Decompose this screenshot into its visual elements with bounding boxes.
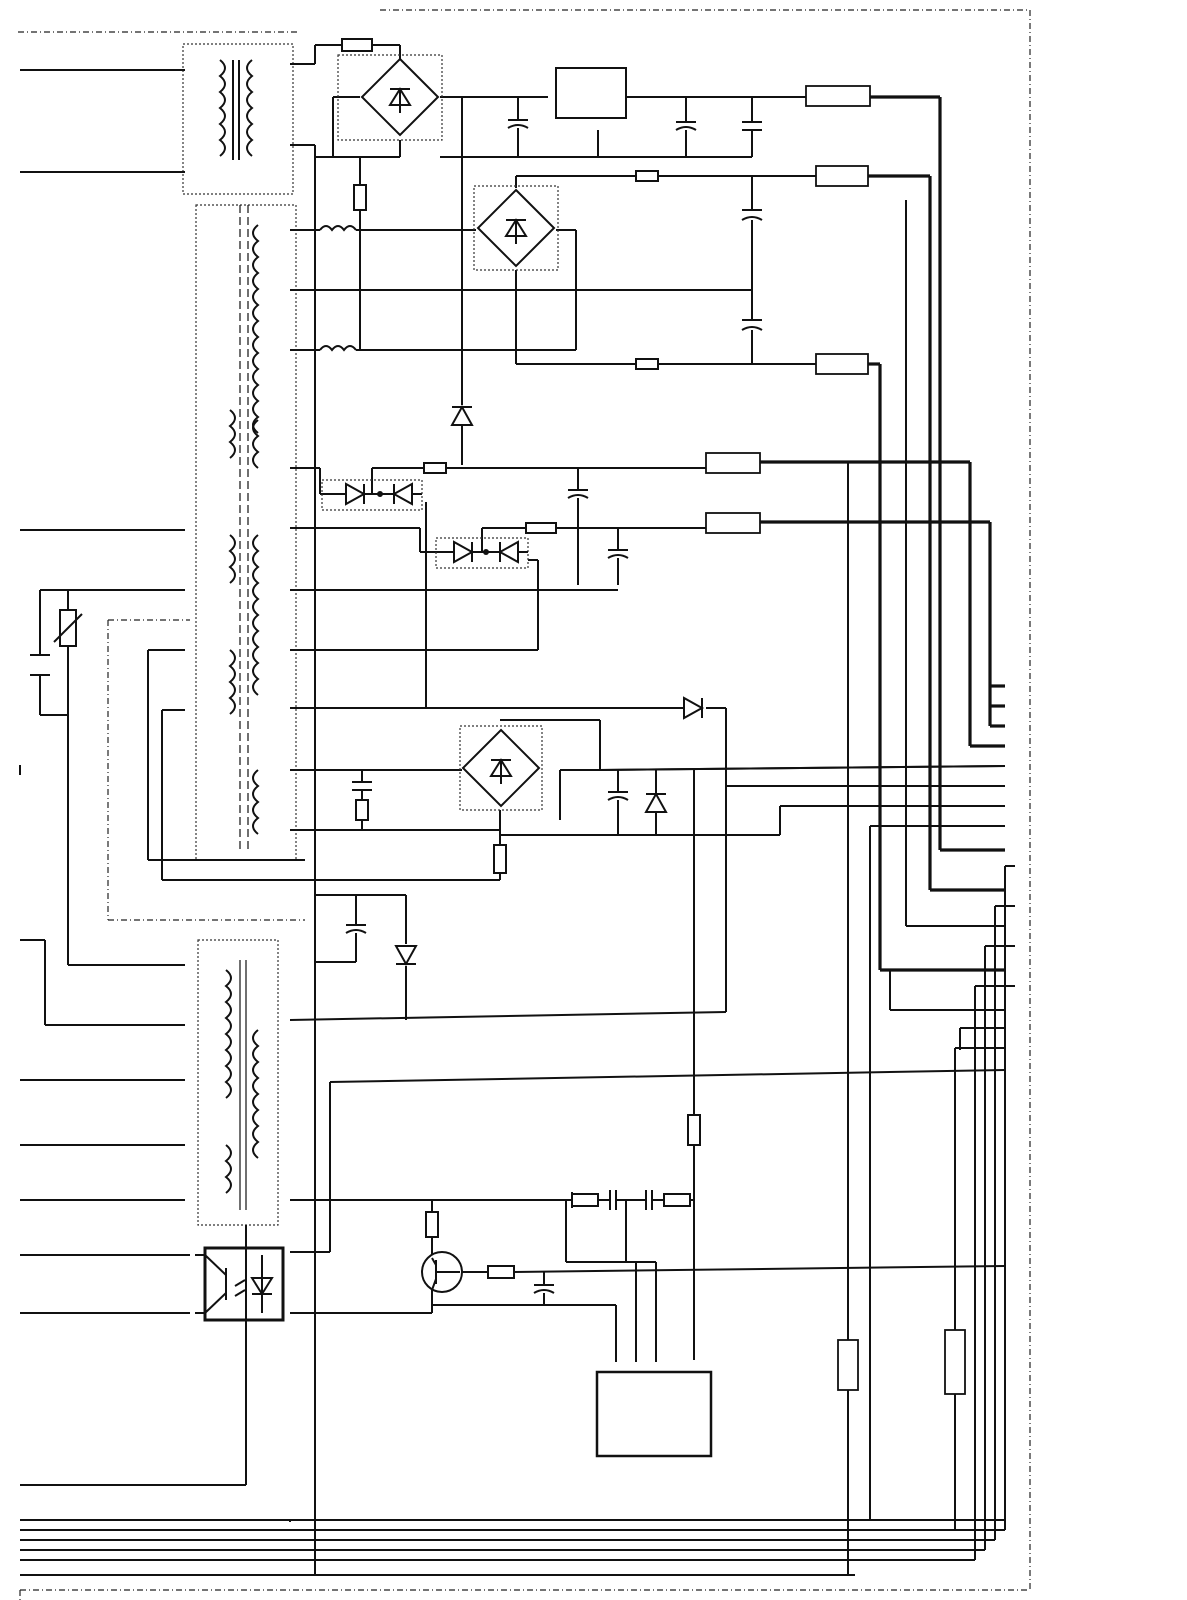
transistor-q605 bbox=[422, 1252, 462, 1292]
resistor-r611 bbox=[354, 185, 366, 210]
bridge-rectifier-d609 bbox=[463, 730, 539, 806]
transformer-t603 bbox=[183, 44, 293, 194]
fuse-ps602 bbox=[636, 359, 658, 369]
power-module-ic601 bbox=[597, 1372, 711, 1456]
regulator-ic603 bbox=[556, 68, 626, 118]
diode-d611 bbox=[672, 698, 702, 718]
tag-p10-box bbox=[706, 453, 760, 473]
tag-p22-box bbox=[816, 166, 868, 186]
optocoupler-ic602 bbox=[205, 1248, 283, 1320]
tag-v10-vert-box bbox=[838, 1340, 858, 1390]
transformer-t602 bbox=[198, 940, 278, 1225]
fuse-ps605 bbox=[526, 523, 556, 533]
tag-m22-box bbox=[816, 354, 868, 374]
resistor-r610 bbox=[688, 1115, 700, 1145]
zener-d610 bbox=[646, 794, 666, 812]
bridge-rectifier-d636 bbox=[362, 59, 438, 135]
varistor-vdr601 bbox=[54, 590, 82, 660]
fuse-ps604 bbox=[424, 463, 446, 473]
fuse-ps601 bbox=[636, 171, 658, 181]
resistor-r629 bbox=[488, 1266, 514, 1278]
resistor-r609 bbox=[664, 1194, 690, 1206]
bridge-rectifier-d605 bbox=[478, 190, 554, 266]
tag-stby-vert-box bbox=[945, 1330, 965, 1394]
transformer-t601 bbox=[196, 205, 296, 860]
resistor-r651 bbox=[356, 800, 368, 820]
resistor-r667 bbox=[342, 39, 372, 51]
tag-stby5-box bbox=[806, 86, 870, 106]
wiring bbox=[20, 45, 1015, 1575]
resistor-r608 bbox=[572, 1194, 598, 1206]
resistor-r628 bbox=[426, 1212, 438, 1237]
tag-p65-box bbox=[706, 513, 760, 533]
resistor-r636 bbox=[494, 845, 506, 873]
